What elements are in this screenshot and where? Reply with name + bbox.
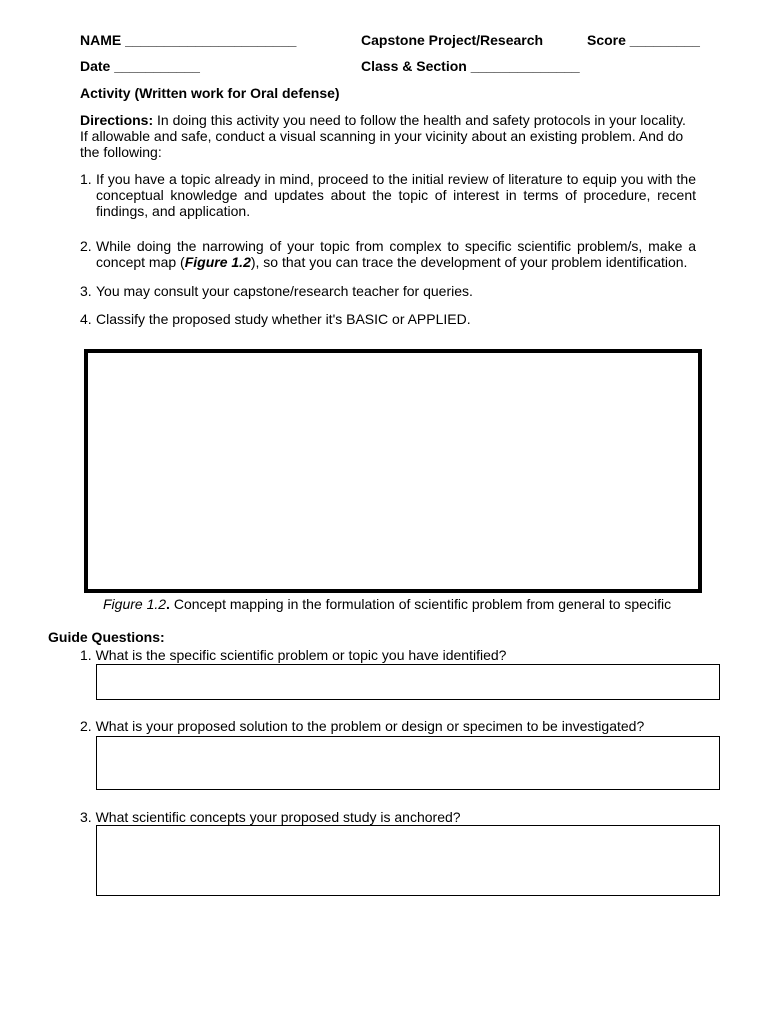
question-number: 2. — [80, 718, 92, 734]
step-text: Classify the proposed study whether it's BASIC or APPLIED. — [96, 311, 471, 327]
figure-caption — [103, 596, 671, 612]
directions-paragraph — [80, 112, 696, 160]
step-text-before: While doing the narrowing of your topic from complex to specific scientific problem/s, make a concept map ( — [96, 238, 696, 270]
step-item-4 — [80, 311, 696, 327]
figure-reference: Figure 1.2 — [184, 254, 251, 270]
question-number: 3. — [80, 809, 92, 825]
question-text: What is the specific scientific problem or topic you have identified? — [95, 647, 507, 663]
directions-text: In doing this activity you need to follow the health and safety protocols in your locality. If allowable and safe, conduct a visual scanning in your vicinity about an existing problem. And do the following: — [80, 112, 686, 160]
step-item-2 — [80, 238, 696, 270]
step-number: 2. — [80, 238, 92, 254]
name-field-label: NAME ______________________ — [80, 32, 297, 48]
step-text — [96, 238, 696, 270]
guide-question-2 — [80, 718, 644, 734]
answer-box-1[interactable] — [96, 664, 720, 700]
step-number: 1. — [80, 171, 92, 187]
answer-box-3[interactable] — [96, 825, 720, 896]
class-section-field-label: Class & Section ______________ — [361, 58, 580, 74]
subject-title: Capstone Project/Research — [361, 32, 544, 48]
step-number: 3. — [80, 283, 92, 299]
score-field-label: Score _________ — [587, 32, 700, 48]
guide-question-1 — [80, 647, 506, 663]
step-item-1 — [80, 171, 696, 219]
answer-box-2[interactable] — [96, 736, 720, 790]
figure-caption-dot: . — [166, 596, 170, 612]
question-text: What scientific concepts your proposed study is anchored? — [95, 809, 461, 825]
concept-map-box[interactable] — [84, 349, 702, 593]
step-text: If you have a topic already in mind, proceed to the initial review of literature to equip you with the conceptual knowledge and updates about the topic of interest in terms of procedure, recent findings, and application. — [96, 171, 696, 219]
question-text: What is your proposed solution to the problem or design or specimen to be investigated? — [95, 718, 645, 734]
directions-label: Directions: — [80, 112, 154, 128]
step-item-3 — [80, 283, 696, 299]
step-number: 4. — [80, 311, 92, 327]
step-text: You may consult your capstone/research teacher for queries. — [96, 283, 473, 299]
guide-questions-title: Guide Questions: — [48, 629, 165, 645]
figure-caption-ref: Figure 1.2 — [103, 596, 167, 612]
step-text-after: ), so that you can trace the development of your problem identification. — [250, 254, 688, 270]
guide-question-3 — [80, 809, 461, 825]
date-field-label: Date ___________ — [80, 58, 200, 74]
figure-caption-text: Concept mapping in the formulation of scientific problem from general to specific — [169, 596, 672, 612]
question-number: 1. — [80, 647, 92, 663]
activity-title: Activity (Written work for Oral defense) — [80, 85, 340, 101]
